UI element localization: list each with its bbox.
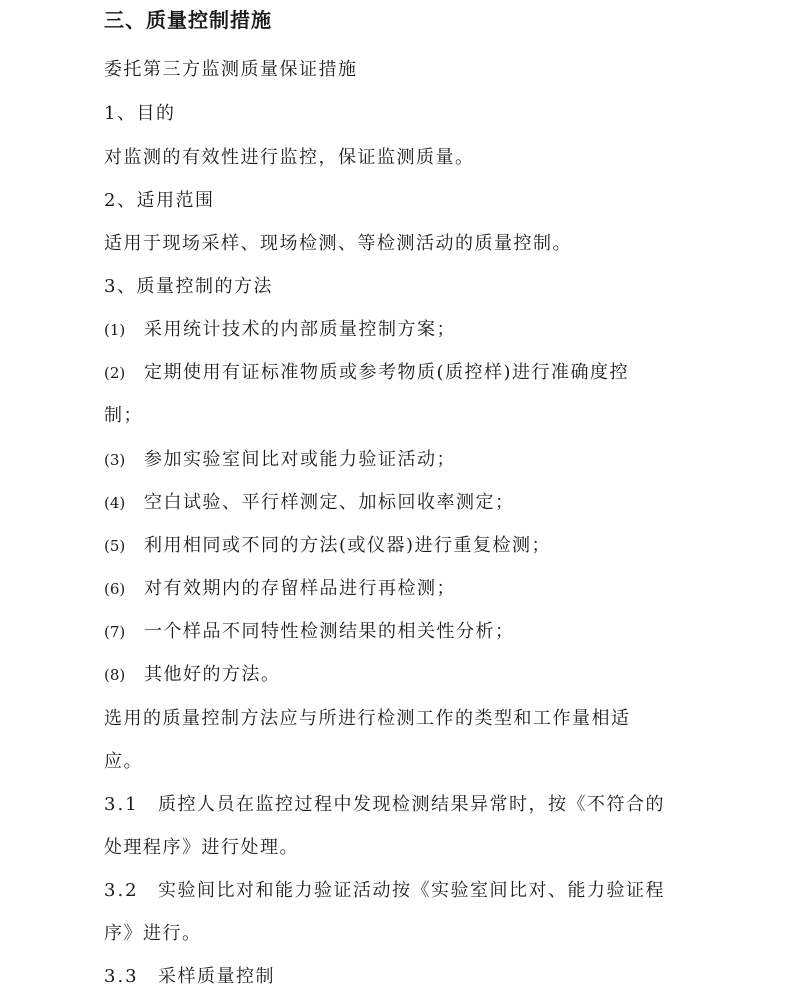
- purpose-text: 对监测的有效性进行监控，保证监测质量。: [104, 147, 475, 168]
- methods-heading: 3、质量控制的方法: [104, 276, 273, 297]
- method-item-continuation: 制；: [104, 405, 143, 426]
- method-item-number: (8): [104, 666, 126, 684]
- purpose-heading: 1、目的: [104, 103, 176, 124]
- method-item: [104, 318, 456, 342]
- method-item-text: 其他好的方法。: [144, 664, 281, 685]
- methods-summary-line2: 应。: [104, 751, 143, 772]
- scope-heading: 2、适用范围: [104, 190, 215, 211]
- subsection-text: 实验间比对和能力验证活动按《实验室间比对、能力验证程: [158, 880, 665, 901]
- subtitle: 委托第三方监测质量保证措施: [104, 59, 358, 80]
- subsection-continuation: 处理程序》进行处理。: [104, 837, 299, 858]
- method-item: [104, 663, 281, 687]
- subsection-number: 3.2: [104, 880, 139, 901]
- method-item-text: 一个样品不同特性检测结果的相关性分析；: [144, 621, 515, 642]
- method-item-number: (4): [104, 494, 126, 512]
- methods-summary-line1: 选用的质量控制方法应与所进行检测工作的类型和工作量相适: [104, 708, 631, 729]
- subsection-continuation: 序》进行。: [104, 923, 202, 944]
- method-item: [104, 620, 515, 644]
- subsection-number: 3.3: [104, 966, 139, 987]
- method-item-number: (1): [104, 321, 126, 339]
- method-item-text: 定期使用有证标准物质或参考物质(质控样)进行准确度控: [144, 362, 630, 383]
- method-item-text: 对有效期内的存留样品进行再检测；: [144, 578, 456, 599]
- method-item: [104, 448, 456, 472]
- method-item-number: (7): [104, 623, 126, 641]
- section-heading: 三、质量控制措施: [104, 8, 272, 32]
- method-item: [104, 491, 515, 515]
- method-item-text: 参加实验室间比对或能力验证活动；: [144, 449, 456, 470]
- scope-text: 适用于现场采样、现场检测、等检测活动的质量控制。: [104, 233, 572, 254]
- subsection-text: 采样质量控制: [158, 966, 275, 987]
- subsection: [104, 879, 665, 903]
- subsection-text: 质控人员在监控过程中发现检测结果异常时，按《不符合的: [158, 794, 665, 815]
- subsection-number: 3.1: [104, 794, 139, 815]
- method-item-text: 采用统计技术的内部质量控制方案；: [144, 319, 456, 340]
- method-item-number: (5): [104, 537, 126, 555]
- method-item: [104, 577, 456, 601]
- method-item-number: (6): [104, 580, 126, 598]
- method-item-text: 利用相同或不同的方法(或仪器)进行重复检测；: [144, 535, 552, 556]
- subsection: [104, 965, 275, 989]
- method-item-text: 空白试验、平行样测定、加标回收率测定；: [144, 492, 515, 513]
- method-item: [104, 534, 551, 558]
- subsection: [104, 793, 665, 817]
- method-item-number: (3): [104, 451, 126, 469]
- method-item-number: (2): [104, 364, 126, 382]
- method-item: [104, 361, 629, 385]
